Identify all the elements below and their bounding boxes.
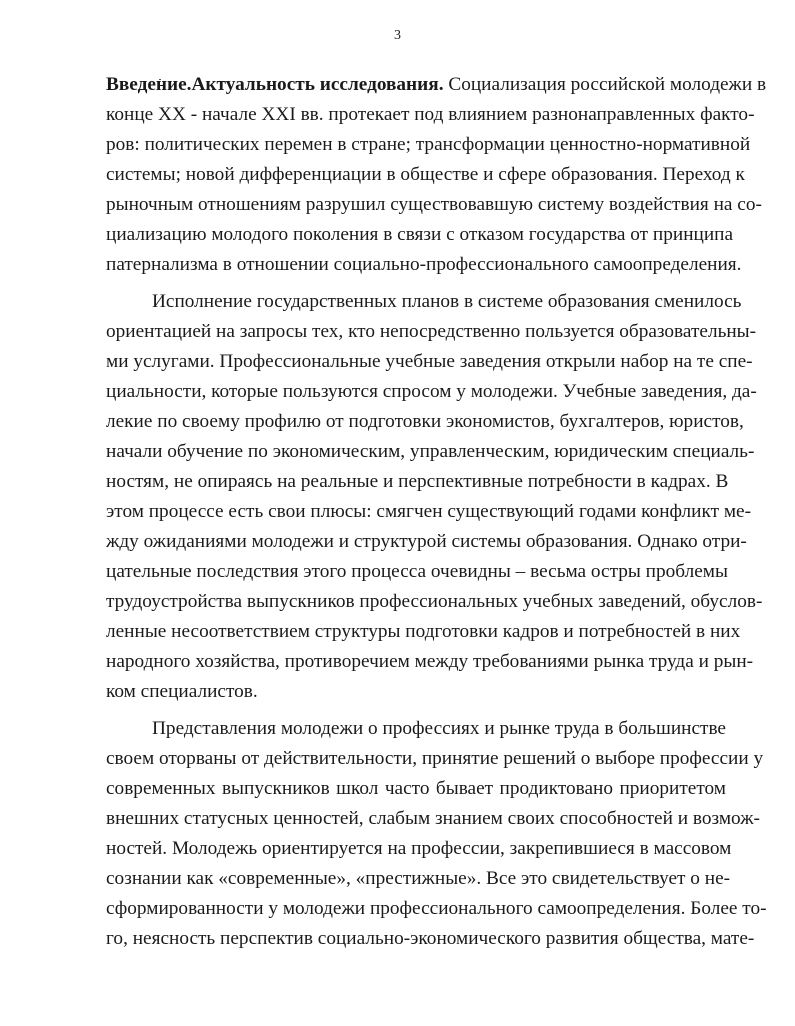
document-body xyxy=(106,70,767,954)
paragraph-line: конце XX - начале XXI вв. протекает под влиянием разнонаправленных факто- xyxy=(106,104,755,125)
paragraph-line: рыночным отношениям разрушил существовавшую систему воздействия на со- xyxy=(106,194,762,215)
paragraph-line: этом процессе есть свои плюсы: смягчен существующий годами конфликт ме- xyxy=(106,501,752,522)
paragraph-line: жду ожиданиями молодежи и структурой системы образования. Однако отри- xyxy=(106,531,747,552)
page-number: 3 xyxy=(394,28,401,43)
paragraph-line: циальности, которые пользуются спросом у молодежи. Учебные заведения, да- xyxy=(106,381,757,402)
paragraph-line: сознании как «современные», «престижные». Все это свидетельствует о не- xyxy=(106,868,731,889)
paragraph-line: Представления молодежи о профессиях и рынке труда в большинстве xyxy=(152,718,726,739)
paragraph-line: ностей. Молодежь ориентируется на профессии, закрепившиеся в массовом xyxy=(106,838,732,859)
paragraph-line: ленные несоответствием структуры подготовки кадров и потребностей в них xyxy=(106,621,741,642)
line-text: Социализация российской молодежи в xyxy=(443,74,767,95)
paragraph-line: начали обучение по экономическим, управленческим, юридическим специаль- xyxy=(106,441,755,462)
paragraph-line: го, неясность перспектив социально-экономического развития общества, мате- xyxy=(106,928,755,949)
paragraph-introduction xyxy=(106,70,767,280)
paragraph-line: ров: политических перемен в стране; трансформации ценностно-нормативной xyxy=(106,134,751,155)
paragraph-line: лекие по своему профилю от подготовки экономистов, бухгалтеров, юристов, xyxy=(106,411,744,432)
paragraph-line: сформированности у молодежи профессионального самоопределения. Более то- xyxy=(106,898,767,919)
paragraph-line: современных выпускников школ часто бывает продиктовано приоритетом xyxy=(106,778,726,799)
paragraph-line: ностям, не опираясь на реальные и перспективные потребности в кадрах. В xyxy=(106,471,729,492)
paragraph-line: ми услугами. Профессиональные учебные заведения открыли набор на те спе- xyxy=(106,351,753,372)
paragraph-line xyxy=(106,70,767,100)
paragraph-youth-perceptions xyxy=(106,714,767,954)
paragraph-line: трудоустройства выпускников профессиональных учебных заведений, обуслов- xyxy=(106,591,763,612)
paragraph-line: ориентацией на запросы тех, кто непосредственно пользуется образовательны- xyxy=(106,321,757,342)
paragraph-line: внешних статусных ценностей, слабым знанием своих способностей и возмож- xyxy=(106,808,760,829)
paragraph-line: ком специалистов. xyxy=(106,681,258,702)
paragraph-state-plans xyxy=(106,287,763,707)
paragraph-line: Исполнение государственных планов в системе образования сменилось xyxy=(152,291,742,312)
paragraph-line: народного хозяйства, противоречием между требованиями рынка труда и рын- xyxy=(106,651,754,672)
paragraph-line: циализацию молодого поколения в связи с отказом государства от принципа xyxy=(106,224,734,245)
section-heading: Введение.Актуальность исследования. xyxy=(106,74,444,95)
paragraph-line: цательные последствия этого процесса очевидны – весьма остры проблемы xyxy=(106,561,728,582)
paragraph-line: системы; новой дифференциации в обществе и сфере образования. Переход к xyxy=(106,164,745,185)
paragraph-line: патернализма в отношении социально-профессионального самоопределения. xyxy=(106,254,742,275)
paragraph-line: своем оторваны от действительности, принятие решений о выборе профессии у xyxy=(106,748,764,769)
